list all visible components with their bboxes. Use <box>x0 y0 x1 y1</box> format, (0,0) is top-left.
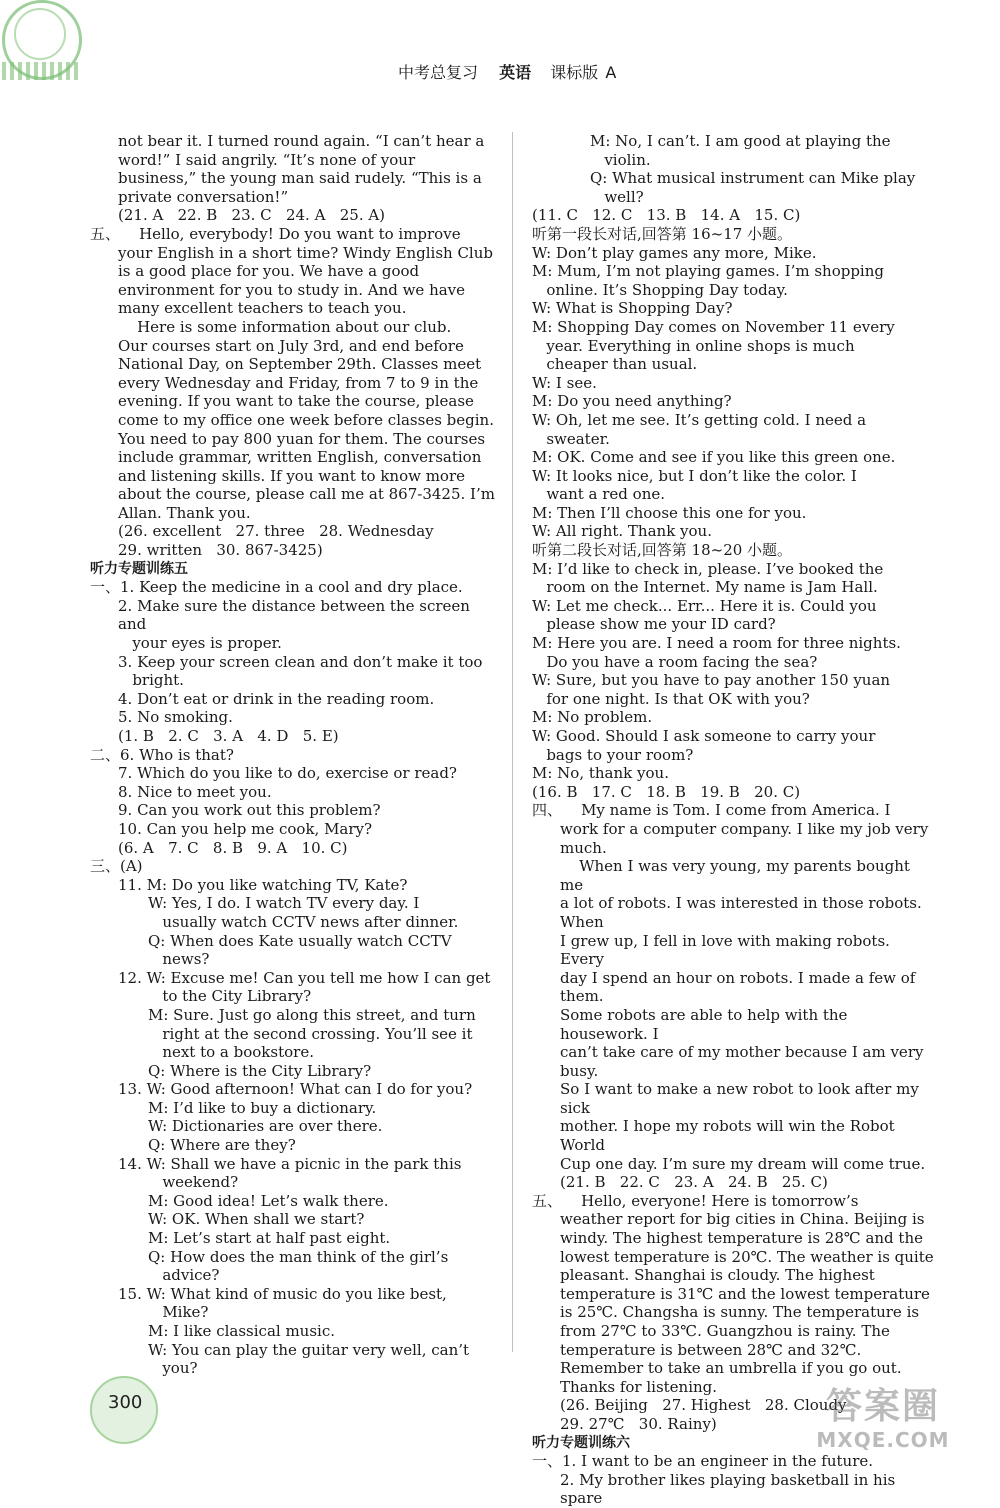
left-text-line: private conversation!” <box>118 187 289 206</box>
right-text-line: Thanks for listening. <box>560 1377 718 1396</box>
left-text-line: 五、 Hello, everybody! Do you want to improve <box>90 224 461 243</box>
left-text-line: 4. Don’t eat or drink in the reading room. <box>118 689 435 708</box>
right-text-line: sweater. <box>532 429 610 448</box>
right-text-line: well? <box>590 187 644 206</box>
left-text-line: 三、(A) <box>90 857 143 876</box>
right-text-line: 听第二段长对话,回答第 18~20 小题。 <box>532 541 793 560</box>
right-text-line: (11. C 12. C 13. B 14. A 15. C) <box>532 206 801 225</box>
right-text-line: mother. I hope my robots will win the Robot World <box>560 1117 900 1155</box>
edition-label: 课标版 <box>550 63 599 82</box>
left-text-line: (1. B 2. C 3. A 4. D 5. E) <box>118 727 339 745</box>
right-text-line: W: All right. Thank you. <box>532 522 712 541</box>
right-text-line: When I was very young, my parents bought me <box>560 857 915 894</box>
left-text-line: 13. W: Good afternoon! What can I do for you? <box>118 1080 473 1099</box>
right-text-line: cheaper than usual. <box>532 355 698 374</box>
left-text-line: 11. M: Do you like watching TV, Kate? <box>118 875 408 894</box>
left-text-line: usually watch CCTV news after dinner. <box>148 912 459 931</box>
left-text-line: 9. Can you work out this problem? <box>118 801 381 820</box>
left-text-line: your eyes is proper. <box>118 634 282 653</box>
left-text-line: 8. Nice to meet you. <box>118 782 272 801</box>
right-text-line: 2. My brother likes playing basketball in his spare <box>560 1470 900 1508</box>
column-divider <box>512 132 513 1352</box>
left-text-line: include grammar, written English, conversation <box>118 448 482 467</box>
left-text-line: weekend? <box>148 1173 239 1192</box>
left-text-line: not bear it. I turned round again. “I can’t hear a <box>118 132 485 150</box>
right-text-line: M: Shopping Day comes on November 11 every <box>532 317 895 336</box>
right-text-line: M: Then I’ll choose this one for you. <box>532 503 807 522</box>
left-text-line: Here is some information about our club. <box>118 317 452 336</box>
right-text-line: M: No, I can’t. I am good at playing the <box>590 132 891 150</box>
right-text-line: I grew up, I fell in love with making robots. Every <box>560 931 895 969</box>
right-text-line: work for a computer company. I like my job very <box>560 819 929 838</box>
right-text-line: W: I see. <box>532 373 597 392</box>
right-text-line: 一、1. I want to be an engineer in the future. <box>532 1452 874 1471</box>
left-text-line: 7. Which do you like to do, exercise or read? <box>118 764 457 783</box>
right-text-line: M: Mum, I’m not playing games. I’m shopping <box>532 262 884 281</box>
left-text-line: Q: Where is the City Library? <box>148 1061 372 1080</box>
right-text-line: (16. B 17. C 18. B 19. B 20. C) <box>532 782 801 801</box>
watermark-text: 答案圈 <box>825 1386 940 1427</box>
left-text-line: W: Dictionaries are over there. <box>148 1117 383 1136</box>
left-column <box>90 132 495 1378</box>
right-text-line: temperature is between 28℃ and 32℃. <box>560 1340 862 1359</box>
left-text-line: (26. excellent 27. three 28. Wednesday <box>118 522 434 541</box>
right-text-line: M: No, thank you. <box>532 764 669 783</box>
right-text-line: Do you have a room facing the sea? <box>532 652 818 671</box>
right-text-line: M: No problem. <box>532 708 653 727</box>
left-text-line: You need to pay 800 yuan for them. The courses <box>118 429 486 448</box>
right-text-line: is 25℃. Changsha is sunny. The temperature is <box>560 1303 920 1322</box>
left-text-line: 10. Can you help me cook, Mary? <box>118 819 373 838</box>
right-text-line: want a red one. <box>532 485 666 504</box>
left-text-line: business,” the young man said rudely. “This is a <box>118 169 482 188</box>
right-text-line: from 27℃ to 33℃. Guangzhou is rainy. The <box>560 1322 890 1340</box>
right-text-line: M: Here you are. I need a room for three nights. <box>532 634 901 653</box>
subject-title: 英语 <box>499 63 532 82</box>
right-text-line: for one night. Is that OK with you? <box>532 689 810 708</box>
right-text-line: can’t take care of my mother because I am very busy. <box>560 1043 929 1080</box>
right-column <box>532 132 937 1508</box>
left-text-line: Mike? <box>148 1303 209 1322</box>
left-text-line: 听力专题训练五 <box>90 560 188 577</box>
right-text-line: Cup one day. I’m sure my dream will come true. <box>560 1154 926 1173</box>
right-text-line: W: Let me check... Err... Here it is. Could you <box>532 596 877 615</box>
left-text-line: next to a bookstore. <box>148 1043 314 1062</box>
right-text-line: much. <box>560 838 607 857</box>
right-text-line: 四、 My name is Tom. I come from America. I <box>532 801 891 820</box>
right-text-line: W: What is Shopping Day? <box>532 299 733 318</box>
left-text-line: come to my office one week before classes begin. <box>118 410 494 429</box>
right-text-line: 29. 27℃ 30. Rainy) <box>560 1414 717 1433</box>
right-text-line: So I want to make a new robot to look after my sick <box>560 1080 924 1117</box>
left-text-line: M: I like classical music. <box>148 1322 335 1340</box>
right-text-line: bags to your room? <box>532 745 694 764</box>
left-text-line: M: Good idea! Let’s walk there. <box>148 1191 389 1210</box>
right-text-line: Some robots are able to help with the housework. I <box>560 1005 853 1043</box>
right-text-line: Q: What musical instrument can Mike play <box>590 169 916 188</box>
watermark-domain: MXQE.COM <box>816 1428 950 1452</box>
left-text-line: 12. W: Excuse me! Can you tell me how I can get <box>118 968 491 987</box>
edition-code: A <box>605 63 617 82</box>
left-text-line: 5. No smoking. <box>118 708 233 727</box>
left-text-line: 2. Make sure the distance between the screen and <box>118 596 475 634</box>
left-text-line: M: I’d like to buy a dictionary. <box>148 1098 377 1117</box>
left-text-line: 一、1. Keep the medicine in a cool and dry place. <box>90 578 463 597</box>
right-text-line: M: OK. Come and see if you like this green one. <box>532 448 896 467</box>
right-text-line: (21. B 22. C 23. A 24. B 25. C) <box>560 1173 828 1192</box>
left-text-line: National Day, on September 29th. Classes meet <box>118 355 482 374</box>
left-text-line: M: Sure. Just go along this street, and turn <box>148 1005 476 1024</box>
left-text-line: Our courses start on July 3rd, and end before <box>118 336 464 355</box>
right-text-line: a lot of robots. I was interested in those robots. When <box>560 894 927 931</box>
left-text-line: and listening skills. If you want to know more <box>118 466 466 485</box>
logo-ring-inner-decoration <box>14 8 66 60</box>
right-text-line: 五、 Hello, everyone! Here is tomorrow’s <box>532 1191 859 1210</box>
left-text-line: W: OK. When shall we start? <box>148 1210 365 1229</box>
left-text-line: you? <box>148 1359 198 1378</box>
left-text-line: evening. If you want to take the course, please <box>118 392 474 411</box>
page-header <box>398 60 616 83</box>
page-number: 300 <box>108 1392 143 1413</box>
right-text-line: day I spend an hour on robots. I made a few of them. <box>560 968 921 1006</box>
left-text-line: Allan. Thank you. <box>118 503 251 522</box>
right-text-line: W: Don’t play games any more, Mike. <box>532 243 817 262</box>
left-text-line: 3. Keep your screen clean and don’t make it too <box>118 652 483 671</box>
right-text-line: 听第一段长对话,回答第 16~17 小题。 <box>532 224 793 243</box>
left-text-line: (6. A 7. C 8. B 9. A 10. C) <box>118 838 348 857</box>
left-text-line: many excellent teachers to teach you. <box>118 299 407 318</box>
right-text-line: M: Do you need anything? <box>532 392 732 411</box>
left-text-line: M: Let’s start at half past eight. <box>148 1229 391 1248</box>
left-text-line: bright. <box>118 671 184 690</box>
left-text-line: every Wednesday and Friday, from 7 to 9 in the <box>118 373 479 392</box>
left-text-line: Q: Where are they? <box>148 1136 296 1155</box>
site-watermark <box>788 1386 978 1456</box>
left-text-line: about the course, please call me at 867-3425. I’m <box>118 485 495 504</box>
book-title: 中考总复习 <box>398 63 479 82</box>
right-text-line: W: Sure, but you have to pay another 150 yuan <box>532 671 891 690</box>
right-text-line: pleasant. Shanghai is cloudy. The highest <box>560 1266 875 1285</box>
right-text-line: room on the Internet. My name is Jam Hall. <box>532 578 878 597</box>
left-text-line: is a good place for you. We have a good <box>118 262 420 281</box>
left-text-line: word!” I said angrily. “It’s none of your <box>118 150 416 169</box>
right-text-line: year. Everything in online shops is much <box>532 336 855 355</box>
left-text-line: Q: How does the man think of the girl’s <box>148 1247 449 1266</box>
right-text-line: weather report for big cities in China. Beijing is <box>560 1210 925 1229</box>
right-text-line: violin. <box>590 150 651 169</box>
left-text-line: your English in a short time? Windy English Club <box>118 243 493 262</box>
right-text-line: 听力专题训练六 <box>532 1434 630 1451</box>
left-text-line: to the City Library? <box>148 987 312 1006</box>
right-text-line: please show me your ID card? <box>532 615 776 634</box>
left-text-line: Q: When does Kate usually watch CCTV <box>148 931 452 950</box>
right-text-line: windy. The highest temperature is 28℃ and the <box>560 1229 923 1248</box>
right-text-line: M: I’d like to check in, please. I’ve booked the <box>532 559 884 578</box>
left-text-line: 15. W: What kind of music do you like best, <box>118 1284 447 1303</box>
left-text-line: 29. written 30. 867-3425) <box>118 541 323 560</box>
right-text-line: (26. Beijing 27. Highest 28. Cloudy <box>560 1396 847 1415</box>
right-text-line: W: It looks nice, but I don’t like the color. I <box>532 466 857 485</box>
right-text-line: W: Oh, let me see. It’s getting cold. I need a <box>532 410 867 429</box>
right-text-line: lowest temperature is 20℃. The weather is quite <box>560 1247 934 1266</box>
left-text-line: advice? <box>148 1266 220 1285</box>
left-text-line: 二、6. Who is that? <box>90 745 234 764</box>
left-text-line: W: Yes, I do. I watch TV every day. I <box>148 894 420 913</box>
left-text-line: W: You can play the guitar very well, can’t <box>148 1340 470 1359</box>
left-text-line: news? <box>148 950 210 969</box>
right-text-line: temperature is 31℃ and the lowest temperature <box>560 1284 930 1303</box>
right-text-line: W: Good. Should I ask someone to carry your <box>532 727 876 745</box>
right-text-line: online. It’s Shopping Day today. <box>532 280 788 299</box>
right-text-line: Remember to take an umbrella if you go out. <box>560 1359 902 1378</box>
left-text-line: (21. A 22. B 23. C 24. A 25. A) <box>118 206 386 225</box>
logo-dots-decoration <box>2 62 82 80</box>
left-text-line: 14. W: Shall we have a picnic in the park this <box>118 1154 462 1173</box>
left-text-line: environment for you to study in. And we have <box>118 280 466 299</box>
left-text-line: right at the second crossing. You’ll see it <box>148 1024 473 1043</box>
